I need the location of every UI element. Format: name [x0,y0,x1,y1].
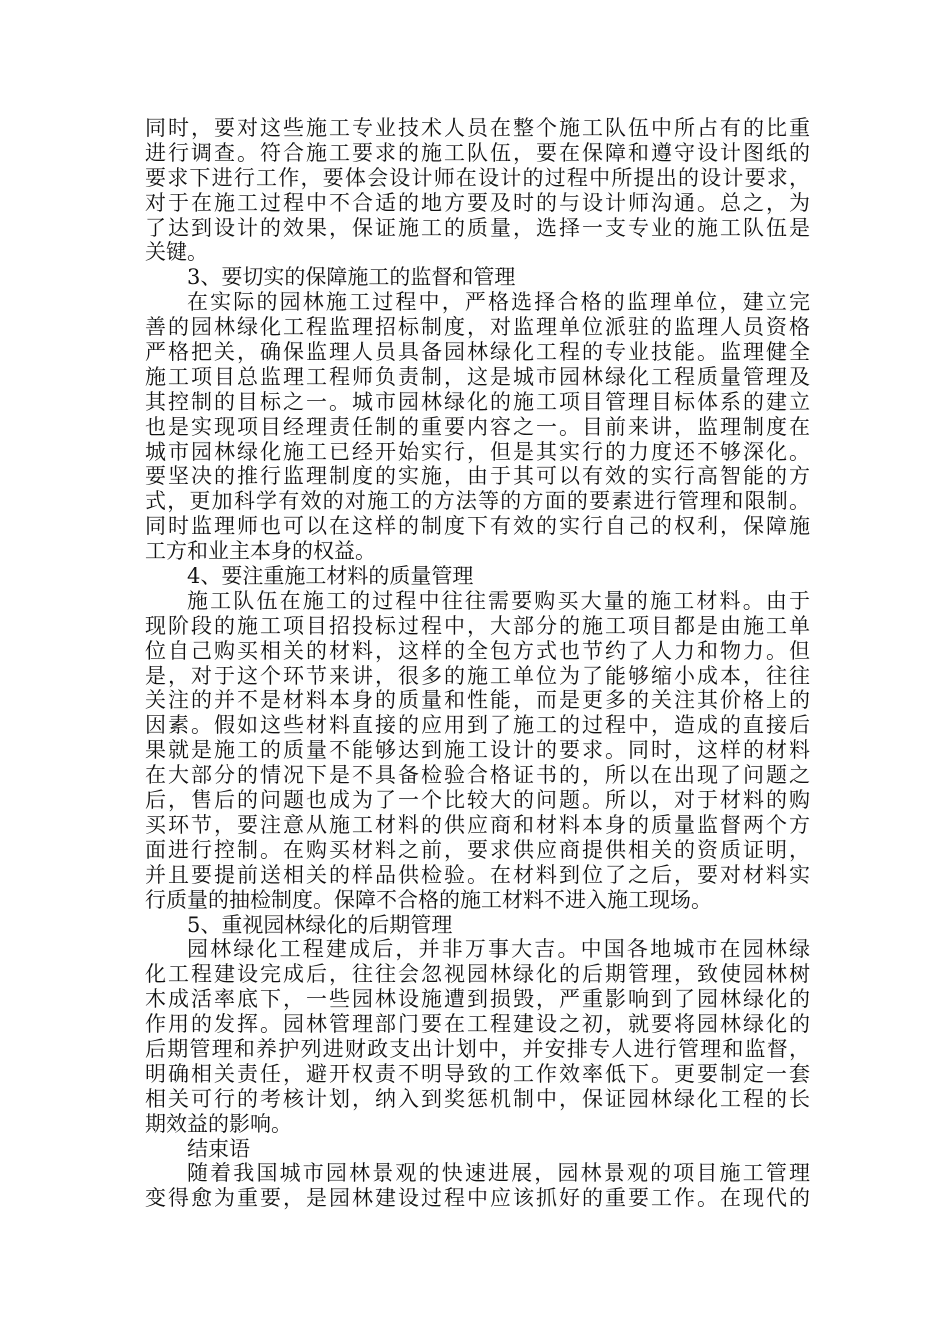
text-line: 其控制的目标之一。城市园林绿化的施工项目管理目标体系的建立 [145,389,810,414]
section-heading: 4、要注重施工材料的质量管理 [187,564,474,589]
text-line: 式，更加科学有效的对施工的方法等的方面的要素进行管理和限制。 [145,489,810,514]
text-line: 施工队伍在施工的过程中往往需要购买大量的施工材料。由于 [187,588,810,613]
text-line: 化工程建设完成后，往往会忽视园林绿化的后期管理，致使园林树 [145,962,810,987]
text-line: 变得愈为重要，是园林建设过程中应该抓好的重要工作。在现代的 [145,1186,810,1211]
text-line: 因素。假如这些材料直接的应用到了施工的过程中，造成的直接后 [145,713,810,738]
text-line: 随着我国城市园林景观的快速进展，园林景观的项目施工管理 [187,1161,810,1186]
text-line: 果就是施工的质量不能够达到施工设计的要求。同时，这样的材料 [145,738,810,763]
text-line: 对于在施工过程中不合适的地方要及时的与设计师沟通。总之，为 [145,190,810,215]
text-line: 现阶段的施工项目招投标过程中，大部分的施工项目都是由施工单 [145,613,810,638]
text-line: 要求下进行工作，要体会设计师在设计的过程中所提出的设计要求， [145,165,810,190]
text-line: 买环节，要注意从施工材料的供应商和材料本身的质量监督两个方 [145,812,810,837]
text-line: 园林绿化工程建成后，并非万事大吉。中国各地城市在园林绿 [187,937,810,962]
text-line: 严格把关，确保监理人员具备园林绿化工程的专业技能。监理健全 [145,340,810,365]
text-line: 了达到设计的效果，保证施工的质量，选择一支专业的施工队伍是 [145,215,810,240]
section-heading: 5、重视园林绿化的后期管理 [187,912,453,937]
text-line: 面进行控制。在购买材料之前，要求供应商提供相关的资质证明， [145,837,810,862]
text-line: 关注的并不是材料本身的质量和性能，而是更多的关注其价格上的 [145,688,810,713]
text-line: 城市园林绿化施工已经开始实行，但是其实行的力度还不够深化。 [145,439,810,464]
text-line: 作用的发挥。园林管理部门要在工程建设之初，就要将园林绿化的 [145,1012,810,1037]
document-page [145,116,810,1211]
text-line: 相关可行的考核计划，纳入到奖惩机制中，保证园林绿化工程的长 [145,1086,810,1111]
text-line: 施工项目总监理工程师负责制，这是城市园林绿化工程质量管理及 [145,364,810,389]
text-line: 行质量的抽检制度。保障不合格的施工材料不进入施工现场。 [145,887,712,912]
text-line: 期效益的影响。 [145,1111,292,1136]
text-line: 并且要提前送相关的样品供检验。在材料到位了之后，要对材料实 [145,862,810,887]
text-line: 后，售后的问题也成为了一个比较大的问题。所以，对于材料的购 [145,788,810,813]
text-line: 位自己购买相关的材料，这样的全包方式也节约了人力和物力。但 [145,638,810,663]
text-line: 在实际的园林施工过程中，严格选择合格的监理单位，建立完 [187,290,810,315]
text-line: 进行调查。符合施工要求的施工队伍，要在保障和遵守设计图纸的 [145,140,810,165]
text-line: 关键。 [145,240,208,265]
section-heading: 结束语 [187,1136,250,1161]
text-line: 在大部分的情况下是不具备检验合格证书的，所以在出现了问题之 [145,763,810,788]
text-line: 后期管理和养护列进财政支出计划中，并安排专人进行管理和监督， [145,1036,810,1061]
text-line: 木成活率底下，一些园林设施遭到损毁，严重影响到了园林绿化的 [145,987,810,1012]
text-line: 善的园林绿化工程监理招标制度，对监理单位派驻的监理人员资格 [145,315,810,340]
section-heading: 3、要切实的保障施工的监督和管理 [187,265,516,290]
text-line: 是，对于这个环节来讲，很多的施工单位为了能够缩小成本，往往 [145,663,810,688]
text-line: 明确相关责任，避开权责不明导致的工作效率低下。更要制定一套 [145,1061,810,1086]
text-line: 工方和业主本身的权益。 [145,539,376,564]
text-line: 要坚决的推行监理制度的实施，由于其可以有效的实行高智能的方 [145,464,810,489]
text-line: 同时，要对这些施工专业技术人员在整个施工队伍中所占有的比重 [145,116,810,140]
text-line: 也是实现项目经理责任制的重要内容之一。目前来讲，监理制度在 [145,414,810,439]
text-line: 同时监理师也可以在这样的制度下有效的实行自己的权利，保障施 [145,514,810,539]
